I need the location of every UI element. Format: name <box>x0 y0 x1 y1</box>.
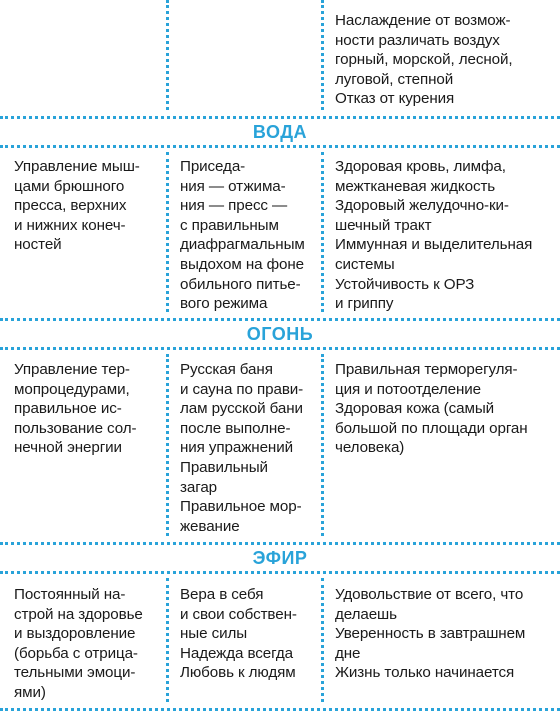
cell-text-line: Русская баня <box>180 361 273 378</box>
row-separator <box>0 708 560 711</box>
cell-text-line: горный, морской, лесной, <box>335 51 513 69</box>
cell-text-line: Наслаждение от возмож- <box>335 12 511 29</box>
top-col2-cell <box>168 0 323 114</box>
top-col3-cell <box>323 0 560 114</box>
cell-text-line: правильное ис- <box>14 400 122 418</box>
table-row-top <box>0 0 560 114</box>
row-separator <box>0 318 560 321</box>
table-row-ether <box>0 574 560 706</box>
table-row-fire <box>0 350 560 540</box>
cell-text-line: и свои собствен- <box>180 605 297 623</box>
cell-text-line: загар <box>180 478 218 496</box>
water-col3-cell <box>323 148 560 316</box>
section-title-water: ВОДА <box>252 122 308 142</box>
cell-text-line: пресса, верхних <box>14 197 127 215</box>
fire-col3-cell <box>323 350 560 540</box>
cell-text-line: Здоровая кровь, лимфа, <box>335 158 506 175</box>
cell-text-line: и нижних конеч- <box>14 216 126 234</box>
cell-text-line: Правильная терморегуля- <box>335 361 518 378</box>
cell-text-line: пользование сол- <box>14 419 137 437</box>
table-row-water <box>0 148 560 316</box>
cell-text-line: после выполне- <box>180 419 291 437</box>
cell-text-line: Здоровая кожа (самый <box>335 400 495 418</box>
cell-text-line: Иммунная и выделительная <box>335 236 533 254</box>
cell-text-line: межтканевая жидкость <box>335 177 496 195</box>
cell-text-line: ния — пресс — <box>180 197 288 215</box>
cell-text-line: Управление тер- <box>14 361 130 378</box>
cell-text-line: Жизнь только начинается <box>335 664 515 682</box>
fire-col1-cell <box>0 350 168 540</box>
cell-text-line: Правильное мор- <box>180 498 302 516</box>
cell-text-line: Отказ от курения <box>335 90 455 108</box>
cell-text-line: Устойчивость к ОРЗ <box>335 275 475 293</box>
cell-text-line: Здоровый желудочно-ки- <box>335 197 509 215</box>
cell-text-line: Правильный <box>180 458 268 476</box>
cell-text-line: вого режима <box>180 295 268 313</box>
cell-text-line: лам русской бани <box>180 400 303 418</box>
cell-text-line: Любовь к людям <box>180 664 296 682</box>
cell-text-line: ями) <box>14 683 46 701</box>
cell-text-line: выдохом на фоне <box>180 255 304 273</box>
cell-text-line: обильного питье- <box>180 275 301 293</box>
cell-text-line: нечной энергии <box>14 439 122 457</box>
cell-text-line: ности различать воздух <box>335 31 500 49</box>
cell-text-line: ностей <box>14 236 62 254</box>
cell-text-line: строй на здоровье <box>14 605 143 623</box>
cell-text-line: мопроцедурами, <box>14 380 130 398</box>
row-separator <box>0 116 560 119</box>
cell-text-line: Управление мыш- <box>14 158 140 175</box>
water-col1-cell <box>0 148 168 316</box>
section-title-ether: ЭФИР <box>252 548 308 568</box>
cell-text-line: (борьба с отрица- <box>14 644 138 662</box>
cell-text-line: цами брюшного <box>14 177 125 195</box>
cell-text-line: и гриппу <box>335 295 394 313</box>
cell-text-line: человека) <box>335 439 405 457</box>
cell-text-line: луговой, степной <box>335 70 454 88</box>
top-col1-cell <box>0 0 168 114</box>
cell-text-line: Уверенность в завтрашнем <box>335 625 526 643</box>
cell-text-line: системы <box>335 255 395 273</box>
ether-col2-cell <box>168 574 323 706</box>
cell-text-line: ния упражнений <box>180 439 293 457</box>
ether-col1-cell <box>0 574 168 706</box>
cell-text-line: и выздоровление <box>14 625 136 643</box>
cell-text-line: делаешь <box>335 605 397 623</box>
section-title-fire: ОГОНЬ <box>246 324 314 344</box>
section-header-water <box>0 120 560 144</box>
cell-text-line: жевание <box>180 517 240 535</box>
cell-text-line: Вера в себя <box>180 586 264 603</box>
cell-text-line: и сауна по прави- <box>180 380 304 398</box>
ether-col3-cell <box>323 574 560 706</box>
fire-col2-cell <box>168 350 323 540</box>
cell-text-line: ния — отжима- <box>180 177 286 195</box>
cell-text-line: Приседа- <box>180 158 246 175</box>
cell-text-line: ция и потоотделение <box>335 380 481 398</box>
cell-text-line: Надежда всегда <box>180 644 293 662</box>
cell-text-line: шечный тракт <box>335 216 432 234</box>
row-separator <box>0 542 560 545</box>
section-header-ether <box>0 546 560 570</box>
section-header-fire <box>0 322 560 346</box>
cell-text-line: диафрагмальным <box>180 236 305 254</box>
cell-text-line: ные силы <box>180 625 248 643</box>
cell-text-line: дне <box>335 644 361 662</box>
cell-text-line: большой по площади орган <box>335 419 528 437</box>
cell-text-line: тельными эмоци- <box>14 664 136 682</box>
cell-text-line: Удовольствие от всего, что <box>335 586 524 603</box>
water-col2-cell <box>168 148 323 316</box>
cell-text-line: с правильным <box>180 216 279 234</box>
cell-text-line: Постоянный на- <box>14 586 126 603</box>
